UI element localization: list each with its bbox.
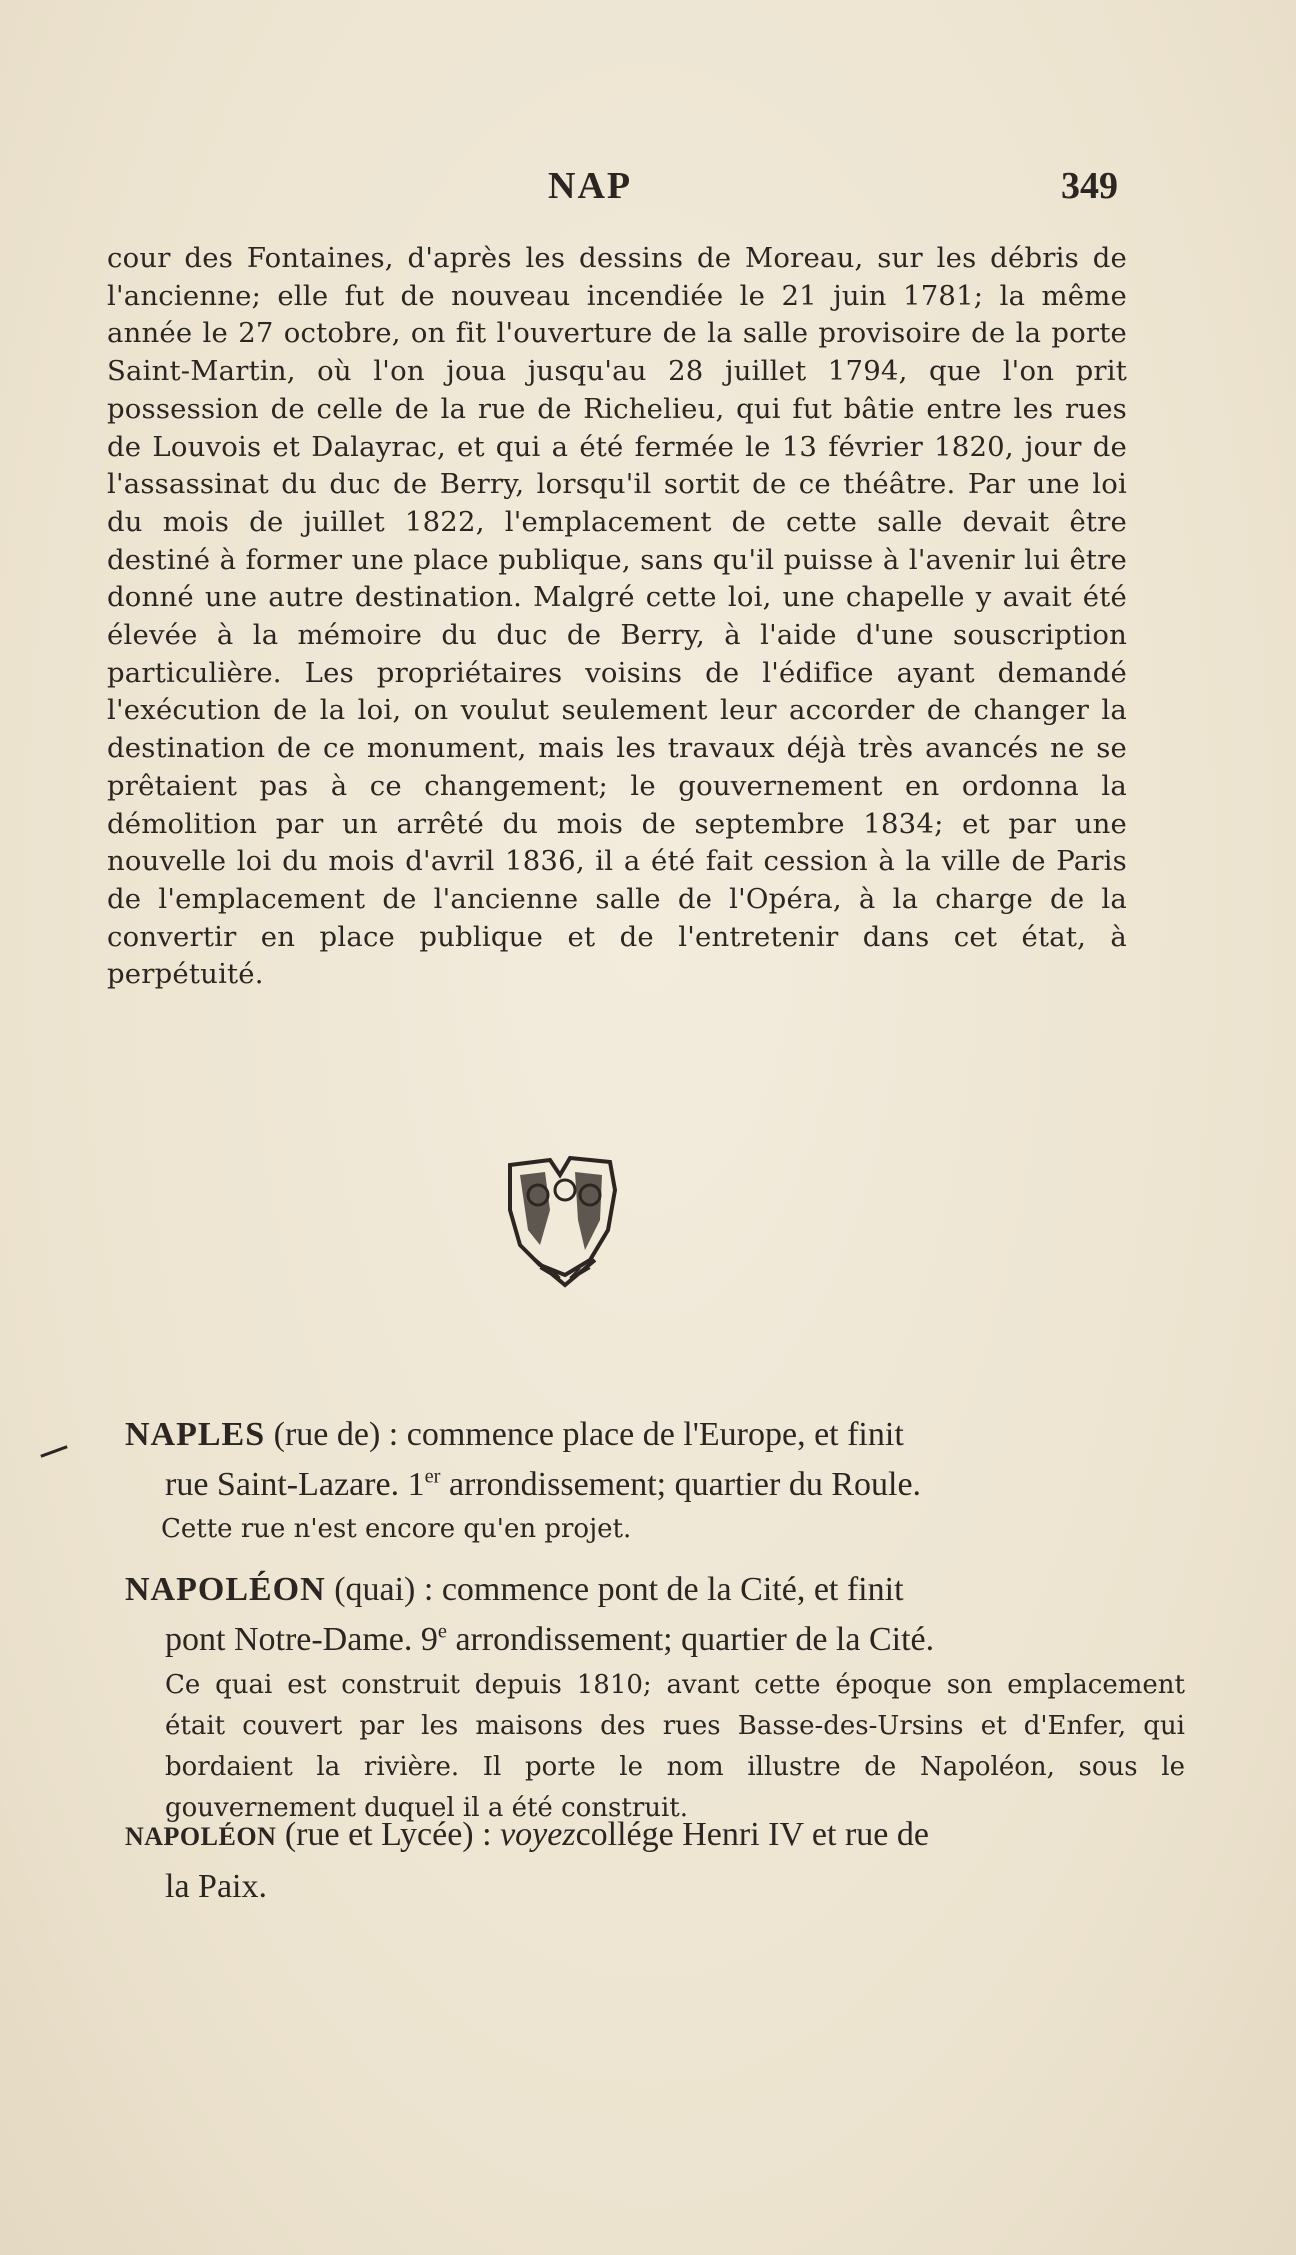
running-header: [548, 164, 1128, 214]
entry-note: Ce quai est construit depuis 1810; avant cette époque son emplacement était couvert par les maisons des rues Basse-des-Ursins et d'Enfer, qui bordaient la rivière. Il porte le nom illustre de Napoléon, sous le gouvernement duquel il a été construit.: [165, 1670, 1185, 1823]
entry-line-2: [125, 1460, 1185, 1510]
entry-note: Cette rue n'est encore qu'en projet.: [161, 1514, 632, 1544]
entry-head: NAPLES: [125, 1416, 266, 1453]
entry-kind: (rue et Lycée): [284, 1816, 474, 1853]
voyez-link[interactable]: voyez: [500, 1816, 576, 1853]
entry-text: collége Henri IV et rue de: [575, 1816, 929, 1853]
entry-text: : commence pont de la Cité, et finit: [423, 1571, 904, 1608]
entry-text: : commence place de l'Europe, et finit: [388, 1416, 904, 1453]
margin-mark: [40, 1445, 67, 1457]
entry-kind: (quai): [334, 1571, 416, 1608]
entry-napoleon-quai: [125, 1565, 1185, 1829]
entry-head: NAPOLÉON: [125, 1822, 277, 1851]
entry-text: arrondissement; quartier du Roule.: [440, 1466, 922, 1503]
entry-text: pont Notre-Dame. 9: [165, 1621, 438, 1658]
entry-colon: :: [482, 1816, 492, 1853]
entry-line-2: [125, 1615, 1185, 1665]
entry-line-2: la Paix.: [165, 1868, 267, 1905]
header-word: NAP: [548, 165, 633, 207]
entry-kind: (rue de): [273, 1416, 381, 1453]
entry-napoleon-rue: [125, 1810, 1185, 1912]
entry-text: arrondissement; quartier de la Cité.: [446, 1621, 935, 1658]
superscript: e: [437, 1620, 447, 1643]
entry-line: [125, 1810, 1185, 1862]
superscript: er: [424, 1465, 441, 1488]
entry-line: [125, 1410, 1185, 1460]
decorative-tailpiece-icon: [490, 1150, 640, 1300]
entry-text: rue Saint-Lazare. 1: [165, 1466, 425, 1503]
entry-naples: [125, 1410, 1185, 1548]
page-number: 349: [1061, 165, 1118, 207]
entry-line: [125, 1565, 1185, 1615]
paragraph-opera: cour des Fontaines, d'après les dessins de Moreau, sur les débris de l'ancienne; elle fut de nouveau incendiée le 21 juin 1781; la même année le 27 octobre, on fit l'ouverture de la salle provisoire de la porte Saint-Martin, où l'on joua jusqu'au 28 juillet 1794, que l'on prit possession de celle de la rue de Richelieu, qui fut bâtie entre les rues de Louvois et Dalayrac, et qui a été fermée le 13 février 1820, jour de l'assassinat du duc de Berry, lorsqu'il sortit de ce théâtre. Par une loi du mois de juillet 1822, l'emplacement de cette salle devait être destiné à former une place publique, sans qu'il puisse à l'avenir lui être donné une autre destination. Malgré cette loi, une chapelle y avait été élevée à la mémoire du duc de Berry, à l'aide d'une souscription particulière. Les propriétaires voisins de l'édifice ayant demandé l'exécution de la loi, on voulut seulement leur accorder de changer la destination de ce monument, mais les travaux déjà très avancés ne se prêtaient pas à ce changement; le gouvernement en ordonna la démolition par un arrêté du mois de septembre 1834; et par une nouvelle loi du mois d'avril 1836, il a été fait cession à la ville de Paris de l'emplacement de l'ancienne salle de l'Opéra, à la charge de la convertir en place publique et de l'entretenir dans cet état, à perpétuité.: [107, 242, 1127, 991]
entry-head: NAPOLÉON: [125, 1571, 326, 1608]
